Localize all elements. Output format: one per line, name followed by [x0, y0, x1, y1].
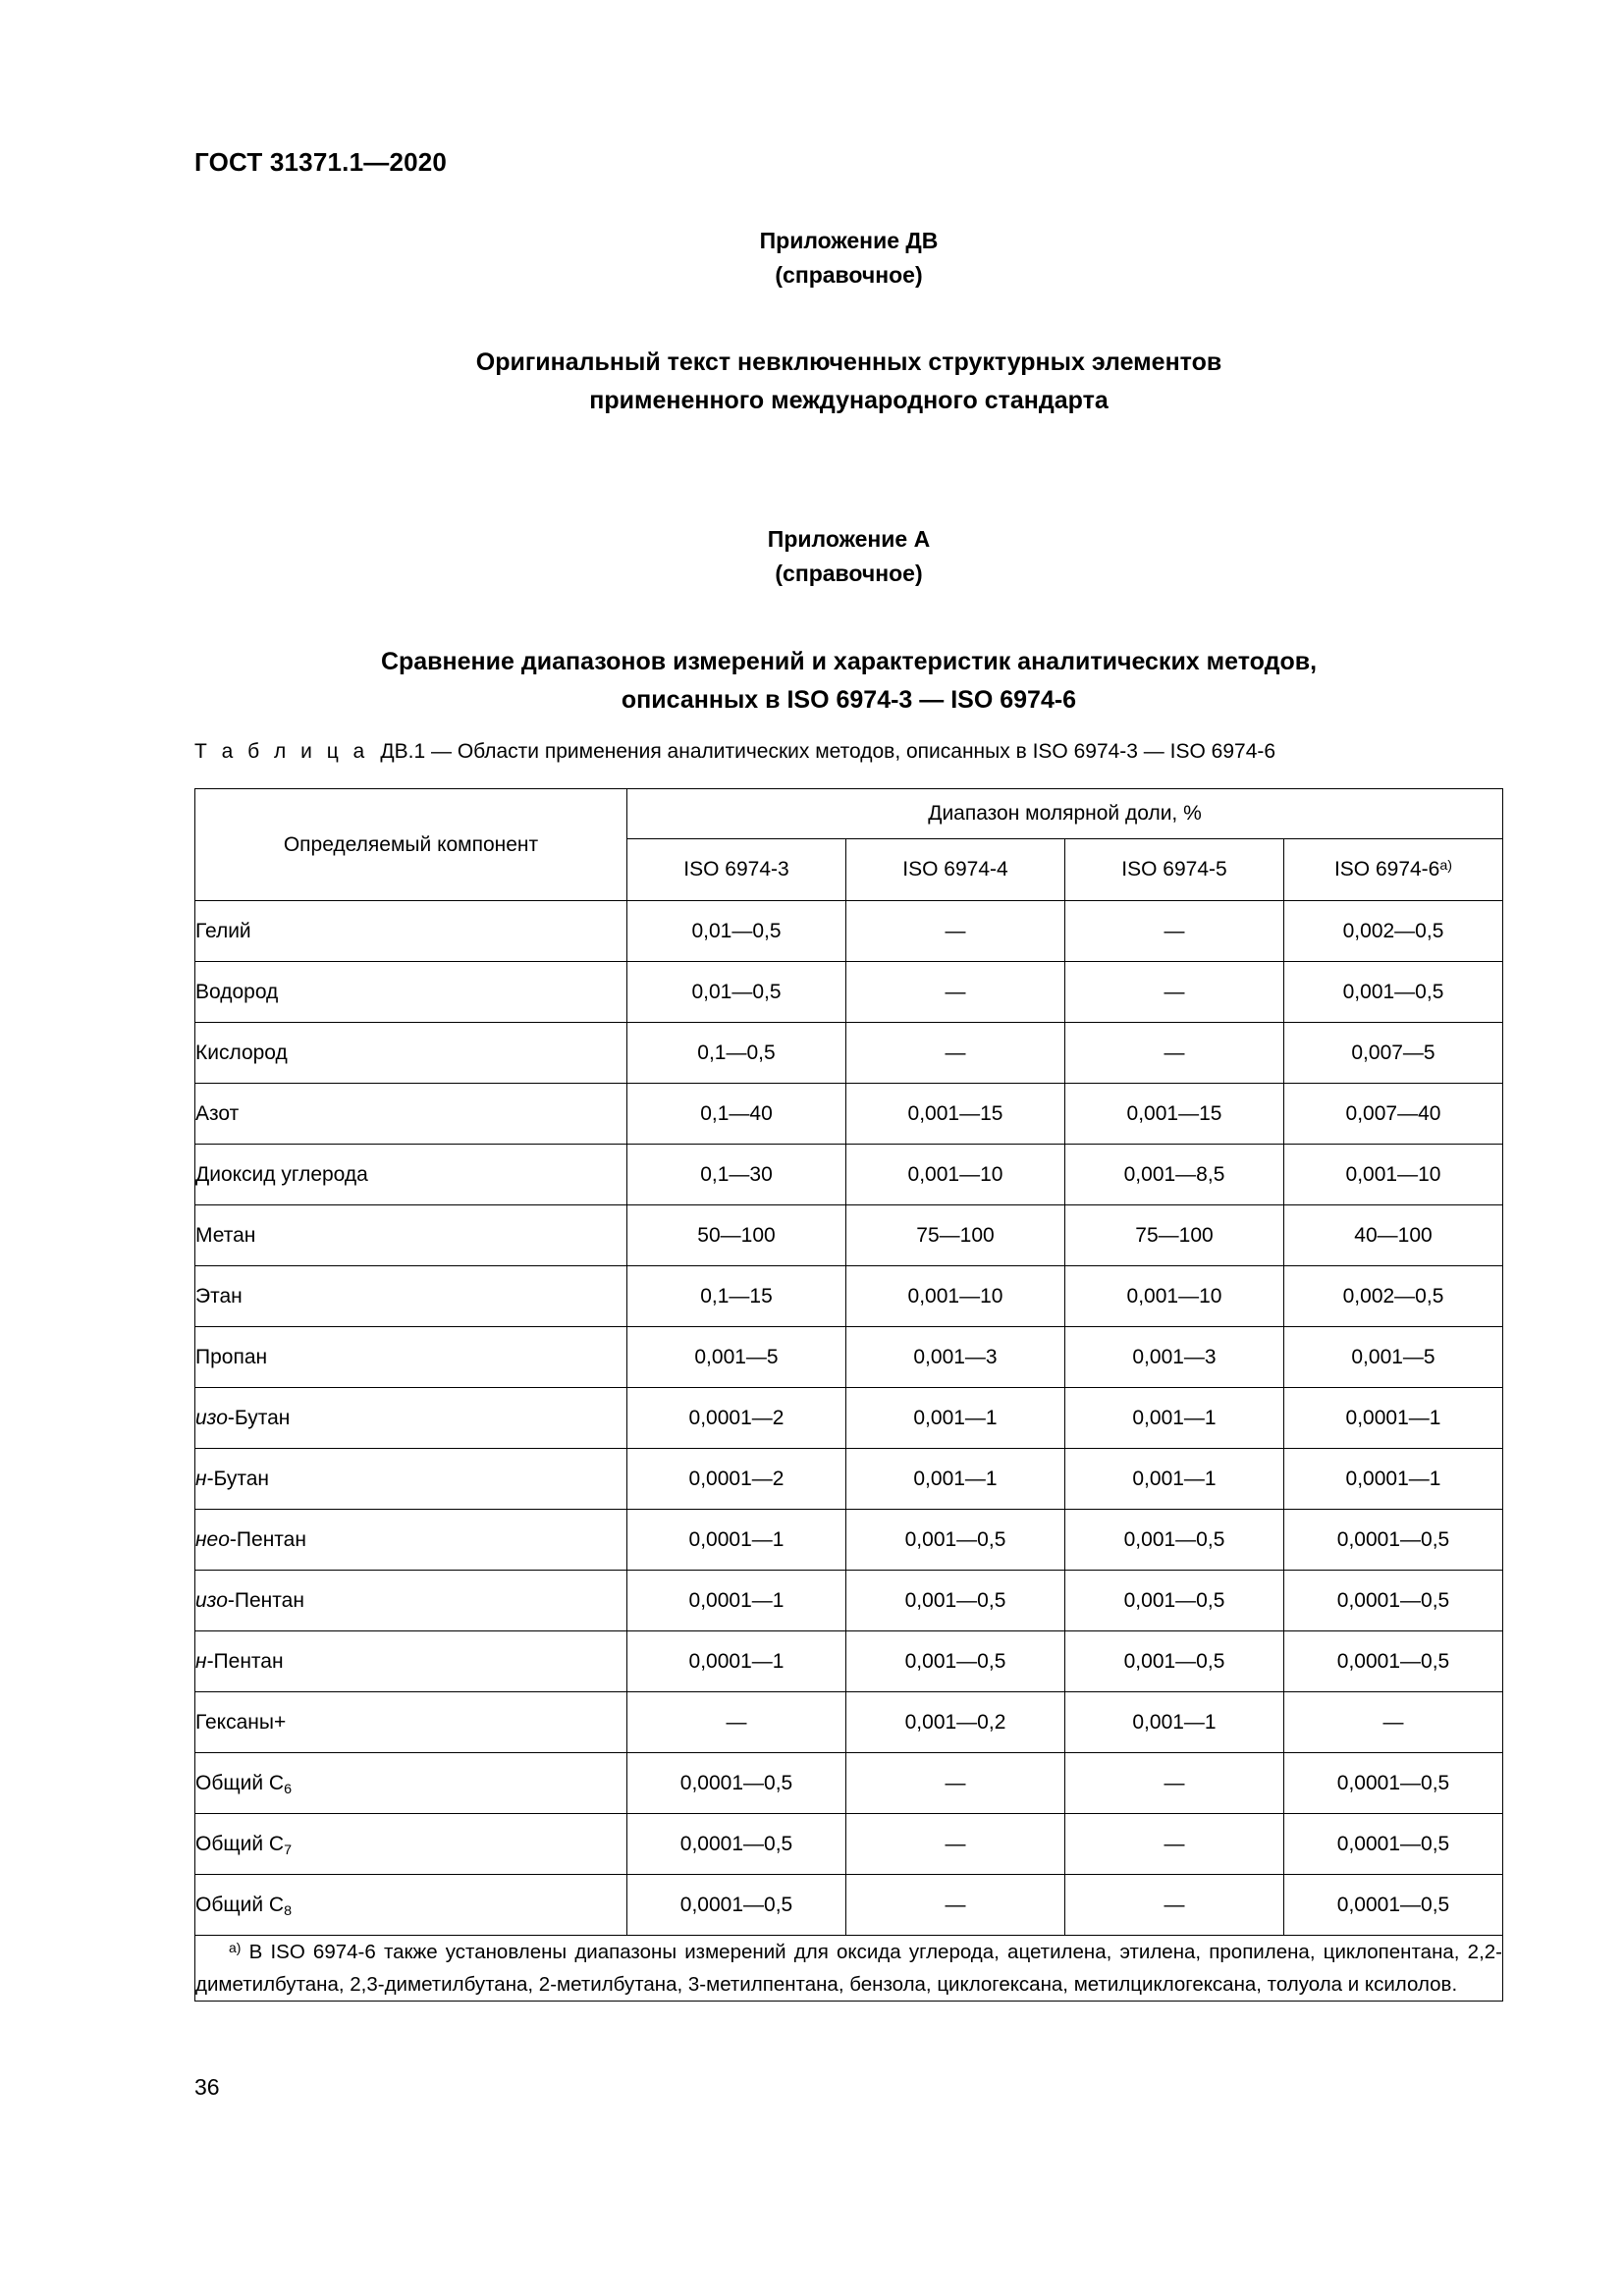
- component-prefix: изо: [195, 1406, 228, 1429]
- component-label: Гексаны+: [195, 1710, 287, 1734]
- range-cell: 0,0001—1: [627, 1571, 846, 1631]
- table-head: [195, 789, 1503, 901]
- component-name-cell: [195, 1753, 627, 1814]
- range-cell: —: [627, 1692, 846, 1753]
- component-name-cell: [195, 1692, 627, 1753]
- component-label: Пропан: [195, 1345, 268, 1368]
- table-row: [195, 1692, 1503, 1753]
- range-cell: 0,001—10: [846, 1266, 1065, 1327]
- component-name-cell: [195, 1388, 627, 1449]
- component-name-cell: [195, 1327, 627, 1388]
- range-cell: 0,002—0,5: [1284, 901, 1503, 962]
- table-row: [195, 1631, 1503, 1692]
- component-label: Диоксид углерода: [195, 1162, 368, 1186]
- annex-dv-heading: [194, 224, 1503, 293]
- range-cell: 0,001—1: [846, 1388, 1065, 1449]
- footnote-marker: а): [229, 1939, 242, 1955]
- header-component-column: Определяемый компонент: [195, 789, 627, 901]
- comparison-title-line-1: Сравнение диапазонов измерений и характеристик аналитических методов,: [380, 648, 1318, 675]
- table-row: [195, 1023, 1503, 1084]
- header-iso-6974-4: ISO 6974-4: [846, 839, 1065, 901]
- methods-table-container: [194, 788, 1503, 2002]
- range-cell: 0,001—1: [1065, 1388, 1284, 1449]
- range-cell: 0,01—0,5: [627, 901, 846, 962]
- component-prefix: нео: [195, 1527, 230, 1551]
- component-label: Водород: [195, 980, 279, 1003]
- table-caption-label: Т а б л и ц а: [194, 740, 369, 763]
- range-cell: —: [846, 901, 1065, 962]
- range-cell: 0,001—0,5: [1284, 962, 1503, 1023]
- component-name-cell: [195, 1266, 627, 1327]
- component-name-cell: [195, 901, 627, 962]
- range-cell: 0,001—15: [1065, 1084, 1284, 1145]
- component-label: Общий C: [195, 1893, 285, 1916]
- table-caption: [194, 738, 1510, 765]
- component-label: Общий C: [195, 1771, 285, 1794]
- range-cell: 0,001—0,5: [846, 1571, 1065, 1631]
- range-cell: —: [1284, 1692, 1503, 1753]
- table-row: [195, 1449, 1503, 1510]
- range-cell: 0,001—0,5: [846, 1510, 1065, 1571]
- range-cell: 0,001—0,5: [1065, 1571, 1284, 1631]
- page-number: 36: [194, 2074, 220, 2100]
- table-row: [195, 1571, 1503, 1631]
- component-name-cell: [195, 1084, 627, 1145]
- range-cell: 0,1—40: [627, 1084, 846, 1145]
- component-label: Кислород: [195, 1041, 288, 1064]
- main-title: [194, 344, 1503, 420]
- header-iso-6974-6: [1284, 839, 1503, 901]
- range-cell: 0,001—5: [627, 1327, 846, 1388]
- main-title-line-2: примененного международного стандарта: [589, 386, 1109, 414]
- component-label: Общий C: [195, 1832, 285, 1855]
- range-cell: 0,001—3: [1065, 1327, 1284, 1388]
- range-cell: 0,002—0,5: [1284, 1266, 1503, 1327]
- comparison-title: [194, 643, 1503, 720]
- range-cell: 0,1—30: [627, 1145, 846, 1205]
- range-cell: 0,001—5: [1284, 1327, 1503, 1388]
- range-cell: —: [846, 1814, 1065, 1875]
- component-label: -Бутан: [227, 1406, 291, 1429]
- table-row: [195, 962, 1503, 1023]
- component-label: Метан: [195, 1223, 256, 1247]
- component-name-cell: [195, 1205, 627, 1266]
- range-cell: 0,1—0,5: [627, 1023, 846, 1084]
- footnote-cell: [195, 1936, 1503, 2002]
- range-cell: 75—100: [1065, 1205, 1284, 1266]
- range-cell: 0,001—1: [1065, 1692, 1284, 1753]
- header-iso-6974-3: ISO 6974-3: [627, 839, 846, 901]
- range-cell: —: [846, 1753, 1065, 1814]
- component-name-cell: [195, 1571, 627, 1631]
- range-cell: —: [1065, 1814, 1284, 1875]
- table-row: [195, 1814, 1503, 1875]
- header-iso-6974-6-label: ISO 6974-6: [1333, 858, 1440, 881]
- range-cell: 0,0001—1: [1284, 1388, 1503, 1449]
- component-name-cell: [195, 1510, 627, 1571]
- range-cell: 0,001—0,5: [846, 1631, 1065, 1692]
- range-cell: 0,001—0,5: [1065, 1631, 1284, 1692]
- range-cell: 0,0001—0,5: [627, 1814, 846, 1875]
- range-cell: —: [846, 1023, 1065, 1084]
- component-label: -Пентан: [229, 1527, 306, 1551]
- range-cell: —: [1065, 962, 1284, 1023]
- range-cell: 0,001—15: [846, 1084, 1065, 1145]
- table-row: [195, 1875, 1503, 1936]
- annex-a-title: Приложение А: [767, 526, 931, 552]
- range-cell: 0,0001—0,5: [1284, 1631, 1503, 1692]
- annex-dv-title: Приложение ДВ: [759, 228, 939, 253]
- range-cell: 0,001—10: [846, 1145, 1065, 1205]
- table-caption-text: ДВ.1 — Области применения аналитических методов, описанных в ISO 6974-3 — ISO 6974-6: [380, 740, 1276, 763]
- component-subscript: 8: [284, 1902, 293, 1919]
- range-cell: 0,0001—0,5: [1284, 1875, 1503, 1936]
- component-label: Гелий: [195, 919, 251, 942]
- component-prefix: н: [195, 1649, 207, 1673]
- range-cell: 0,001—8,5: [1065, 1145, 1284, 1205]
- range-cell: —: [1065, 901, 1284, 962]
- table-row: [195, 901, 1503, 962]
- range-cell: 0,001—0,2: [846, 1692, 1065, 1753]
- annex-a-subtitle: (справочное): [775, 560, 923, 586]
- component-label: -Пентан: [227, 1588, 304, 1612]
- table-row: [195, 1753, 1503, 1814]
- range-cell: 0,001—1: [846, 1449, 1065, 1510]
- footnote-row: [195, 1936, 1503, 2002]
- component-name-cell: [195, 1023, 627, 1084]
- range-cell: 0,0001—1: [627, 1510, 846, 1571]
- range-cell: —: [1065, 1023, 1284, 1084]
- component-prefix: н: [195, 1467, 207, 1490]
- table-row: [195, 1205, 1503, 1266]
- range-cell: —: [846, 1875, 1065, 1936]
- annex-a-heading: [194, 522, 1503, 591]
- component-subscript: 7: [284, 1842, 293, 1858]
- table-body: [195, 901, 1503, 1936]
- comparison-title-line-2: описанных в ISO 6974-3 — ISO 6974-6: [621, 685, 1077, 714]
- range-cell: 40—100: [1284, 1205, 1503, 1266]
- range-cell: 0,001—10: [1284, 1145, 1503, 1205]
- range-cell: 0,0001—0,5: [1284, 1510, 1503, 1571]
- range-cell: 50—100: [627, 1205, 846, 1266]
- range-cell: 75—100: [846, 1205, 1065, 1266]
- table-row: [195, 1388, 1503, 1449]
- range-cell: —: [846, 962, 1065, 1023]
- component-name-cell: [195, 1875, 627, 1936]
- range-cell: 0,0001—0,5: [627, 1753, 846, 1814]
- component-label: -Бутан: [206, 1467, 270, 1490]
- main-title-line-1: Оригинальный текст невключенных структурных элементов: [475, 348, 1222, 376]
- table-row: [195, 1145, 1503, 1205]
- table-row: [195, 1327, 1503, 1388]
- component-name-cell: [195, 1449, 627, 1510]
- range-cell: 0,01—0,5: [627, 962, 846, 1023]
- range-cell: 0,0001—1: [627, 1631, 846, 1692]
- range-cell: 0,001—1: [1065, 1449, 1284, 1510]
- document-header: ГОСТ 31371.1—2020: [194, 147, 448, 177]
- component-name-cell: [195, 1814, 627, 1875]
- range-cell: 0,0001—0,5: [1284, 1753, 1503, 1814]
- range-cell: 0,001—3: [846, 1327, 1065, 1388]
- component-label: Этан: [195, 1284, 243, 1308]
- footnote-text: В ISO 6974-6 также установлены диапазоны измерений для оксида углерода, ацетилена, этилена, пропилена, циклопентана, 2,2-диметилбутана, 2,3-диметилбутана, 2-метилбутана, 3-метилпентана, бензола, циклогексана, метилциклогексана, толуола и ксилолов.: [195, 1941, 1502, 1997]
- table-row: [195, 1510, 1503, 1571]
- annex-dv-subtitle: (справочное): [775, 261, 923, 288]
- range-cell: 0,0001—0,5: [1284, 1814, 1503, 1875]
- header-range-span: Диапазон молярной доли, %: [627, 789, 1503, 839]
- table-header-row-1: [195, 789, 1503, 839]
- footnote-marker-ref: а): [1439, 857, 1453, 874]
- header-iso-6974-5: ISO 6974-5: [1065, 839, 1284, 901]
- table-row: [195, 1084, 1503, 1145]
- range-cell: 0,007—40: [1284, 1084, 1503, 1145]
- range-cell: 0,0001—1: [1284, 1449, 1503, 1510]
- table-row: [195, 1266, 1503, 1327]
- component-prefix: изо: [195, 1588, 228, 1612]
- range-cell: 0,001—10: [1065, 1266, 1284, 1327]
- range-cell: —: [1065, 1753, 1284, 1814]
- range-cell: 0,0001—0,5: [1284, 1571, 1503, 1631]
- component-name-cell: [195, 1631, 627, 1692]
- methods-table: [194, 788, 1503, 2002]
- range-cell: 0,0001—2: [627, 1388, 846, 1449]
- component-subscript: 6: [284, 1781, 293, 1797]
- table-foot: [195, 1936, 1503, 2002]
- range-cell: 0,1—15: [627, 1266, 846, 1327]
- range-cell: 0,0001—0,5: [627, 1875, 846, 1936]
- component-name-cell: [195, 1145, 627, 1205]
- range-cell: 0,001—0,5: [1065, 1510, 1284, 1571]
- component-name-cell: [195, 962, 627, 1023]
- range-cell: 0,007—5: [1284, 1023, 1503, 1084]
- component-label: -Пентан: [206, 1649, 284, 1673]
- component-label: Азот: [195, 1101, 240, 1125]
- range-cell: 0,0001—2: [627, 1449, 846, 1510]
- range-cell: —: [1065, 1875, 1284, 1936]
